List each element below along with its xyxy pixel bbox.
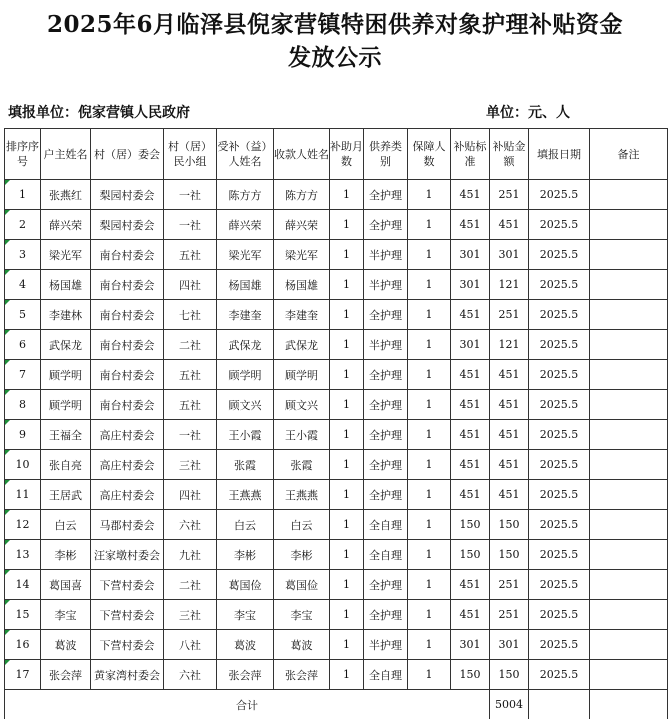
cell-months: 1: [330, 420, 364, 450]
cell-amount: 150: [490, 660, 529, 690]
cell-village: 南台村委会: [91, 240, 164, 270]
cell-persons: 1: [408, 390, 451, 420]
cell-date: 2025.5: [529, 540, 590, 570]
cell-date: 2025.5: [529, 450, 590, 480]
cell-amount: 121: [490, 330, 529, 360]
cell-date: 2025.5: [529, 660, 590, 690]
cell-months: 1: [330, 180, 364, 210]
cell-category: 全护理: [364, 420, 408, 450]
cell-index: 12: [5, 510, 41, 540]
cell-amount: 251: [490, 570, 529, 600]
table-row: [5, 210, 668, 240]
cell-index: 11: [5, 480, 41, 510]
cell-persons: 1: [408, 210, 451, 240]
cell-payee: 张霞: [274, 450, 330, 480]
cell-payee: 张会萍: [274, 660, 330, 690]
cell-index: 10: [5, 450, 41, 480]
cell-months: 1: [330, 270, 364, 300]
total-remarks-empty: [590, 690, 668, 719]
cell-persons: 1: [408, 450, 451, 480]
cell-category: 全护理: [364, 300, 408, 330]
cell-index: 14: [5, 570, 41, 600]
cell-months: 1: [330, 330, 364, 360]
table-row: [5, 510, 668, 540]
cell-payee: 武保龙: [274, 330, 330, 360]
cell-remarks: [590, 420, 668, 450]
header-persons: 保障人数: [408, 129, 451, 180]
cell-beneficiary: 顾文兴: [217, 390, 274, 420]
table-row: [5, 390, 668, 420]
cell-persons: 1: [408, 600, 451, 630]
cell-category: 全自理: [364, 660, 408, 690]
cell-group: 六社: [164, 510, 217, 540]
cell-amount: 301: [490, 630, 529, 660]
cell-standard: 150: [451, 660, 490, 690]
cell-group: 三社: [164, 450, 217, 480]
cell-payee: 葛国俭: [274, 570, 330, 600]
header-row: [5, 129, 668, 180]
cell-persons: 1: [408, 570, 451, 600]
cell-group: 二社: [164, 330, 217, 360]
cell-date: 2025.5: [529, 360, 590, 390]
cell-date: 2025.5: [529, 180, 590, 210]
cell-amount: 150: [490, 540, 529, 570]
cell-standard: 451: [451, 420, 490, 450]
cell-persons: 1: [408, 270, 451, 300]
cell-amount: 451: [490, 390, 529, 420]
cell-category: 全护理: [364, 570, 408, 600]
cell-category: 全护理: [364, 450, 408, 480]
cell-householder: 白云: [41, 510, 91, 540]
cell-standard: 301: [451, 630, 490, 660]
cell-householder: 李彬: [41, 540, 91, 570]
cell-group: 一社: [164, 210, 217, 240]
cell-date: 2025.5: [529, 210, 590, 240]
cell-village: 南台村委会: [91, 360, 164, 390]
cell-category: 全护理: [364, 600, 408, 630]
cell-index: 17: [5, 660, 41, 690]
cell-persons: 1: [408, 240, 451, 270]
cell-householder: 薛兴荣: [41, 210, 91, 240]
cell-payee: 葛波: [274, 630, 330, 660]
cell-remarks: [590, 210, 668, 240]
title-line-2: 发放公示: [288, 44, 382, 71]
cell-village: 梨园村委会: [91, 210, 164, 240]
cell-standard: 150: [451, 510, 490, 540]
cell-months: 1: [330, 510, 364, 540]
cell-index: 1: [5, 180, 41, 210]
cell-category: 全护理: [364, 360, 408, 390]
header-amount: 补贴金额: [490, 129, 529, 180]
cell-months: 1: [330, 240, 364, 270]
cell-group: 三社: [164, 600, 217, 630]
cell-beneficiary: 李彬: [217, 540, 274, 570]
cell-persons: 1: [408, 480, 451, 510]
cell-months: 1: [330, 570, 364, 600]
cell-beneficiary: 陈方方: [217, 180, 274, 210]
cell-remarks: [590, 360, 668, 390]
cell-persons: 1: [408, 660, 451, 690]
cell-householder: 葛国喜: [41, 570, 91, 600]
cell-date: 2025.5: [529, 510, 590, 540]
cell-category: 半护理: [364, 630, 408, 660]
cell-village: 高庄村委会: [91, 480, 164, 510]
cell-persons: 1: [408, 510, 451, 540]
cell-group: 五社: [164, 390, 217, 420]
cell-householder: 李宝: [41, 600, 91, 630]
cell-index: 13: [5, 540, 41, 570]
cell-index: 6: [5, 330, 41, 360]
title-line-1: 2025年6月临泽县倪家营镇特困供养对象护理补贴资金: [46, 11, 624, 38]
cell-group: 五社: [164, 240, 217, 270]
cell-date: 2025.5: [529, 570, 590, 600]
table-row: [5, 540, 668, 570]
cell-householder: 梁光军: [41, 240, 91, 270]
cell-standard: 451: [451, 600, 490, 630]
header-category: 供养类别: [364, 129, 408, 180]
cell-payee: 顾文兴: [274, 390, 330, 420]
cell-householder: 张会萍: [41, 660, 91, 690]
cell-index: 4: [5, 270, 41, 300]
cell-standard: 150: [451, 540, 490, 570]
cell-beneficiary: 张霞: [217, 450, 274, 480]
table-row: [5, 360, 668, 390]
header-remarks: 备注: [590, 129, 668, 180]
cell-beneficiary: 王小霞: [217, 420, 274, 450]
header-index: 排序序号: [5, 129, 41, 180]
cell-index: 15: [5, 600, 41, 630]
cell-category: 全护理: [364, 180, 408, 210]
cell-standard: 301: [451, 330, 490, 360]
cell-category: 全护理: [364, 390, 408, 420]
table-row: [5, 420, 668, 450]
cell-remarks: [590, 660, 668, 690]
cell-remarks: [590, 480, 668, 510]
cell-months: 1: [330, 540, 364, 570]
cell-payee: 杨国雄: [274, 270, 330, 300]
cell-householder: 张自亮: [41, 450, 91, 480]
cell-beneficiary: 葛国俭: [217, 570, 274, 600]
cell-payee: 王燕燕: [274, 480, 330, 510]
header-householder: 户主姓名: [41, 129, 91, 180]
subsidy-table: [4, 128, 668, 719]
cell-group: 六社: [164, 660, 217, 690]
table-row: [5, 240, 668, 270]
cell-remarks: [590, 570, 668, 600]
cell-category: 半护理: [364, 330, 408, 360]
cell-group: 七社: [164, 300, 217, 330]
cell-payee: 李宝: [274, 600, 330, 630]
cell-beneficiary: 李建奎: [217, 300, 274, 330]
cell-amount: 451: [490, 450, 529, 480]
cell-remarks: [590, 510, 668, 540]
header-standard: 补贴标准: [451, 129, 490, 180]
cell-village: 南台村委会: [91, 270, 164, 300]
cell-payee: 王小霞: [274, 420, 330, 450]
table-row: [5, 480, 668, 510]
table-row: [5, 330, 668, 360]
cell-category: 全自理: [364, 510, 408, 540]
cell-persons: 1: [408, 630, 451, 660]
cell-amount: 251: [490, 600, 529, 630]
table-row: [5, 660, 668, 690]
cell-date: 2025.5: [529, 600, 590, 630]
header-months: 补助月数: [330, 129, 364, 180]
total-date-empty: [529, 690, 590, 719]
table-body: [5, 180, 668, 719]
cell-village: 下营村委会: [91, 600, 164, 630]
header-group: 村（居）民小组: [164, 129, 217, 180]
cell-persons: 1: [408, 540, 451, 570]
header-beneficiary: 受补（益）人姓名: [217, 129, 274, 180]
unit-label: 单位：元、人: [486, 105, 570, 121]
table-row: [5, 270, 668, 300]
cell-standard: 451: [451, 300, 490, 330]
cell-remarks: [590, 390, 668, 420]
cell-months: 1: [330, 210, 364, 240]
cell-persons: 1: [408, 420, 451, 450]
cell-standard: 301: [451, 240, 490, 270]
cell-householder: 王居武: [41, 480, 91, 510]
header-date: 填报日期: [529, 129, 590, 180]
cell-amount: 451: [490, 360, 529, 390]
cell-village: 南台村委会: [91, 330, 164, 360]
cell-index: 16: [5, 630, 41, 660]
cell-village: 下营村委会: [91, 630, 164, 660]
cell-payee: 梁光军: [274, 240, 330, 270]
cell-remarks: [590, 300, 668, 330]
cell-householder: 顾学明: [41, 360, 91, 390]
cell-group: 一社: [164, 420, 217, 450]
cell-group: 二社: [164, 570, 217, 600]
cell-payee: 陈方方: [274, 180, 330, 210]
cell-village: 高庄村委会: [91, 450, 164, 480]
page-title: [0, 8, 670, 74]
cell-amount: 451: [490, 210, 529, 240]
cell-payee: 李建奎: [274, 300, 330, 330]
cell-householder: 葛波: [41, 630, 91, 660]
header-village: 村（居）委会: [91, 129, 164, 180]
cell-date: 2025.5: [529, 420, 590, 450]
cell-category: 全护理: [364, 210, 408, 240]
table-row: [5, 600, 668, 630]
cell-village: 南台村委会: [91, 390, 164, 420]
cell-payee: 李彬: [274, 540, 330, 570]
cell-village: 马郡村委会: [91, 510, 164, 540]
cell-months: 1: [330, 600, 364, 630]
cell-date: 2025.5: [529, 240, 590, 270]
cell-standard: 451: [451, 570, 490, 600]
cell-beneficiary: 杨国雄: [217, 270, 274, 300]
cell-householder: 顾学明: [41, 390, 91, 420]
cell-standard: 451: [451, 180, 490, 210]
cell-remarks: [590, 270, 668, 300]
cell-group: 一社: [164, 180, 217, 210]
cell-remarks: [590, 600, 668, 630]
cell-householder: 武保龙: [41, 330, 91, 360]
cell-date: 2025.5: [529, 390, 590, 420]
cell-amount: 150: [490, 510, 529, 540]
header-payee: 收款人姓名: [274, 129, 330, 180]
cell-months: 1: [330, 480, 364, 510]
cell-village: 黄家湾村委会: [91, 660, 164, 690]
cell-category: 全自理: [364, 540, 408, 570]
cell-householder: 李建林: [41, 300, 91, 330]
cell-months: 1: [330, 630, 364, 660]
table-row: [5, 630, 668, 660]
cell-standard: 451: [451, 450, 490, 480]
cell-date: 2025.5: [529, 330, 590, 360]
table-row: [5, 300, 668, 330]
cell-village: 汪家墩村委会: [91, 540, 164, 570]
total-amount: 5004: [490, 690, 529, 719]
cell-group: 八社: [164, 630, 217, 660]
cell-category: 半护理: [364, 270, 408, 300]
cell-standard: 451: [451, 480, 490, 510]
cell-beneficiary: 李宝: [217, 600, 274, 630]
cell-amount: 451: [490, 420, 529, 450]
cell-beneficiary: 武保龙: [217, 330, 274, 360]
cell-village: 南台村委会: [91, 300, 164, 330]
cell-group: 四社: [164, 270, 217, 300]
cell-beneficiary: 白云: [217, 510, 274, 540]
cell-beneficiary: 顾学明: [217, 360, 274, 390]
cell-amount: 301: [490, 240, 529, 270]
cell-category: 全护理: [364, 480, 408, 510]
cell-months: 1: [330, 390, 364, 420]
cell-date: 2025.5: [529, 480, 590, 510]
cell-persons: 1: [408, 300, 451, 330]
cell-months: 1: [330, 660, 364, 690]
cell-category: 半护理: [364, 240, 408, 270]
cell-village: 高庄村委会: [91, 420, 164, 450]
cell-persons: 1: [408, 180, 451, 210]
cell-beneficiary: 张会萍: [217, 660, 274, 690]
cell-beneficiary: 梁光军: [217, 240, 274, 270]
cell-payee: 顾学明: [274, 360, 330, 390]
cell-date: 2025.5: [529, 630, 590, 660]
cell-payee: 薛兴荣: [274, 210, 330, 240]
cell-months: 1: [330, 300, 364, 330]
cell-standard: 301: [451, 270, 490, 300]
cell-index: 7: [5, 360, 41, 390]
cell-remarks: [590, 240, 668, 270]
cell-group: 九社: [164, 540, 217, 570]
cell-beneficiary: 王燕燕: [217, 480, 274, 510]
table-row: [5, 570, 668, 600]
filler-unit: 填报单位：倪家营镇人民政府: [8, 105, 190, 121]
cell-payee: 白云: [274, 510, 330, 540]
cell-index: 2: [5, 210, 41, 240]
cell-persons: 1: [408, 360, 451, 390]
cell-persons: 1: [408, 330, 451, 360]
cell-date: 2025.5: [529, 270, 590, 300]
cell-village: 梨园村委会: [91, 180, 164, 210]
cell-months: 1: [330, 450, 364, 480]
cell-householder: 杨国雄: [41, 270, 91, 300]
cell-remarks: [590, 630, 668, 660]
cell-remarks: [590, 180, 668, 210]
cell-remarks: [590, 330, 668, 360]
table-row: [5, 450, 668, 480]
cell-index: 3: [5, 240, 41, 270]
cell-index: 5: [5, 300, 41, 330]
cell-amount: 251: [490, 300, 529, 330]
cell-remarks: [590, 540, 668, 570]
cell-index: 9: [5, 420, 41, 450]
cell-village: 下营村委会: [91, 570, 164, 600]
cell-standard: 451: [451, 360, 490, 390]
cell-date: 2025.5: [529, 300, 590, 330]
cell-beneficiary: 薛兴荣: [217, 210, 274, 240]
total-label: 合计: [5, 690, 490, 719]
cell-beneficiary: 葛波: [217, 630, 274, 660]
cell-householder: 张燕红: [41, 180, 91, 210]
total-row: [5, 690, 668, 719]
cell-remarks: [590, 450, 668, 480]
cell-standard: 451: [451, 210, 490, 240]
cell-amount: 121: [490, 270, 529, 300]
cell-group: 五社: [164, 360, 217, 390]
cell-standard: 451: [451, 390, 490, 420]
cell-amount: 251: [490, 180, 529, 210]
cell-group: 四社: [164, 480, 217, 510]
cell-householder: 王福全: [41, 420, 91, 450]
cell-amount: 451: [490, 480, 529, 510]
table-row: [5, 180, 668, 210]
cell-index: 8: [5, 390, 41, 420]
cell-months: 1: [330, 360, 364, 390]
